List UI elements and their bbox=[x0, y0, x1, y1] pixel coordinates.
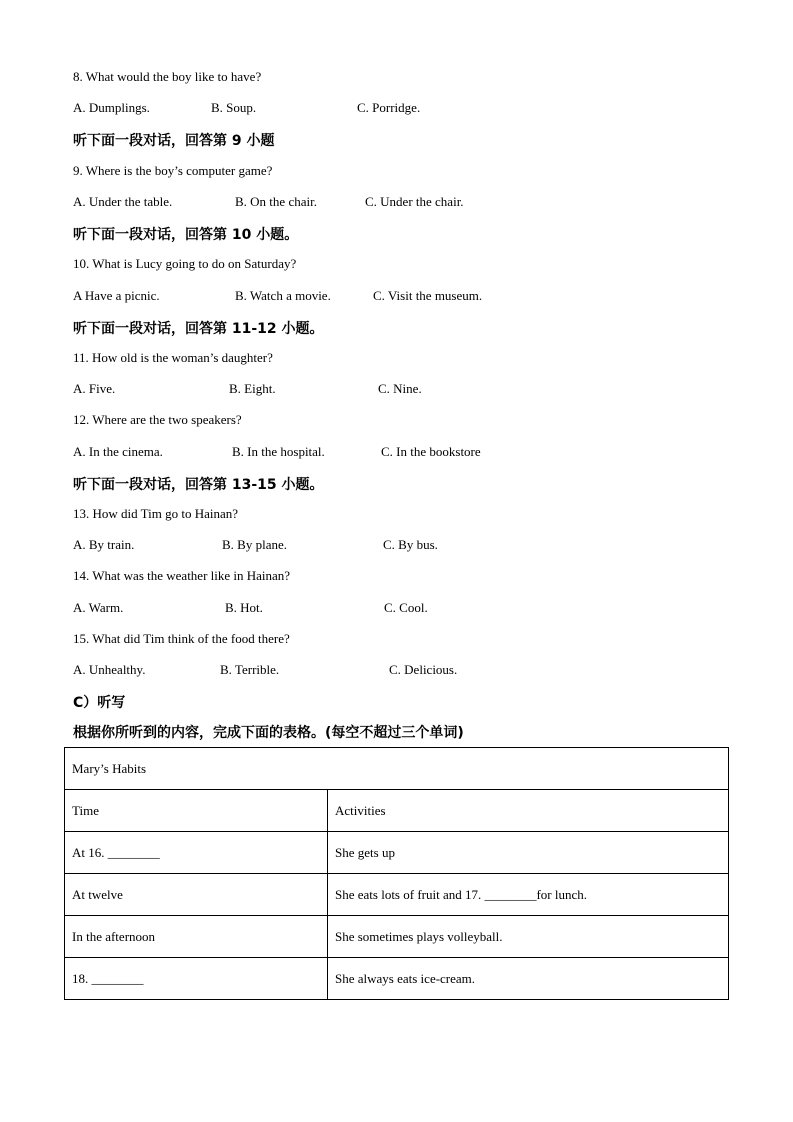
question-15-stem: 15. What did Tim think of the food there? bbox=[73, 631, 290, 646]
question-13-option-b: B. By plane. bbox=[222, 537, 287, 552]
activity-cell: She gets up bbox=[328, 832, 729, 874]
question-8-option-c: C. Porridge. bbox=[357, 100, 421, 115]
habits-table bbox=[64, 747, 729, 1000]
time-cell: At twelve bbox=[65, 874, 328, 916]
question-8-option-b: B. Soup. bbox=[211, 100, 257, 115]
table-instruction: 根据你所听到的内容，完成下面的表格。(每空不超过三个单词) bbox=[73, 725, 464, 741]
column-header-time: Time bbox=[65, 790, 328, 832]
question-11-option-a: A. Five. bbox=[73, 381, 116, 396]
section-heading-q9: 听下面一段对话，回答第 9 小题 bbox=[73, 133, 275, 149]
question-10-option-a: A Have a picnic. bbox=[73, 288, 160, 303]
table-row bbox=[65, 958, 729, 1000]
time-cell: 18. ________ bbox=[65, 958, 328, 1000]
question-11-option-b: B. Eight. bbox=[229, 381, 276, 396]
question-15-option-c: C. Delicious. bbox=[389, 662, 458, 677]
section-heading-q13-15: 听下面一段对话，回答第 13-15 小题。 bbox=[73, 477, 324, 493]
question-12-option-a: A. In the cinema. bbox=[73, 444, 163, 459]
question-13-stem: 13. How did Tim go to Hainan? bbox=[73, 506, 239, 521]
question-9-option-b: B. On the chair. bbox=[235, 194, 317, 209]
question-9-option-a: A. Under the table. bbox=[73, 194, 173, 209]
table-title-row bbox=[65, 748, 729, 790]
question-8-option-a: A. Dumplings. bbox=[73, 100, 150, 115]
table-row bbox=[65, 916, 729, 958]
table-header-row bbox=[65, 790, 729, 832]
question-11-stem: 11. How old is the woman’s daughter? bbox=[73, 350, 273, 365]
activity-cell: She eats lots of fruit and 17. ________for lunch. bbox=[328, 874, 729, 916]
question-12-option-c: C. In the bookstore bbox=[381, 444, 481, 459]
section-heading-q10: 听下面一段对话，回答第 10 小题。 bbox=[73, 227, 299, 243]
column-header-activities: Activities bbox=[328, 790, 729, 832]
question-15-option-b: B. Terrible. bbox=[220, 662, 280, 677]
question-14-option-b: B. Hot. bbox=[225, 600, 263, 615]
question-12-stem: 12. Where are the two speakers? bbox=[73, 412, 242, 427]
question-14-stem: 14. What was the weather like in Hainan? bbox=[73, 568, 291, 583]
table-row bbox=[65, 832, 729, 874]
question-14-option-a: A. Warm. bbox=[73, 600, 124, 615]
section-c-heading: C）听写 bbox=[73, 695, 126, 711]
question-11-option-c: C. Nine. bbox=[378, 381, 422, 396]
question-15-option-a: A. Unhealthy. bbox=[73, 662, 146, 677]
question-13-option-a: A. By train. bbox=[73, 537, 135, 552]
table-row bbox=[65, 874, 729, 916]
question-12-option-b: B. In the hospital. bbox=[232, 444, 325, 459]
table-title: Mary’s Habits bbox=[65, 748, 729, 790]
question-10-option-c: C. Visit the museum. bbox=[373, 288, 483, 303]
question-8-stem: 8. What would the boy like to have? bbox=[73, 69, 262, 84]
time-cell: In the afternoon bbox=[65, 916, 328, 958]
question-9-option-c: C. Under the chair. bbox=[365, 194, 464, 209]
question-10-stem: 10. What is Lucy going to do on Saturday? bbox=[73, 256, 297, 271]
activity-cell: She sometimes plays volleyball. bbox=[328, 916, 729, 958]
question-10-option-b: B. Watch a movie. bbox=[235, 288, 331, 303]
section-heading-q11-12: 听下面一段对话，回答第 11-12 小题。 bbox=[73, 321, 324, 337]
activity-cell: She always eats ice-cream. bbox=[328, 958, 729, 1000]
time-cell: At 16. ________ bbox=[65, 832, 328, 874]
question-9-stem: 9. Where is the boy’s computer game? bbox=[73, 163, 273, 178]
question-13-option-c: C. By bus. bbox=[383, 537, 438, 552]
question-14-option-c: C. Cool. bbox=[384, 600, 428, 615]
